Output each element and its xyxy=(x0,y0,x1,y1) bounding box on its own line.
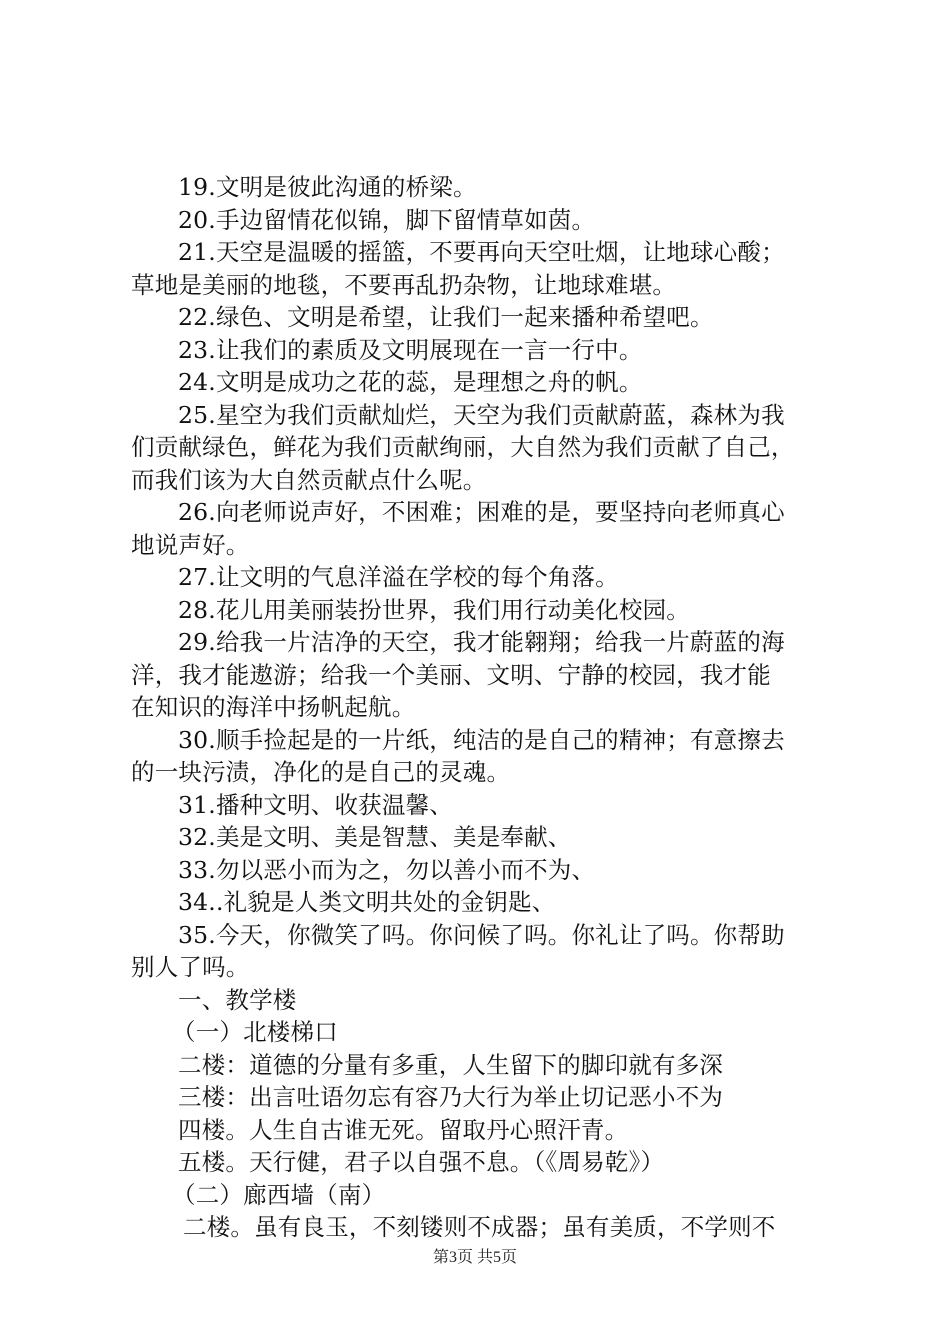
text-line: 24.文明是成功之花的蕊，是理想之舟的帆。 xyxy=(178,368,643,396)
text-line: 二楼：道德的分量有多重，人生留下的脚印就有多深 xyxy=(178,1050,724,1079)
text-line: 二楼。虽有良玉，不刻镂则不成器；虽有美质，不学则不 xyxy=(183,1213,776,1241)
text-line: 地说声好。 xyxy=(131,530,250,559)
text-line: 五楼。天行健，君子以自强不息。（《周易乾》） xyxy=(178,1148,665,1176)
text-line: 34..礼貌是人类文明共处的金钥匙、 xyxy=(178,888,556,916)
text-line: 30.顺手捡起是的一片纸，纯洁的是自己的精神；有意擦去 xyxy=(178,725,785,754)
text-line: 的一块污渍，净化的是自己的灵魂。 xyxy=(131,758,511,786)
text-line: （二）廊西墙（南） xyxy=(172,1180,386,1209)
text-line: 四楼。人生自古谁无死。留取丹心照汗青。 xyxy=(178,1115,629,1144)
text-line: 26.向老师说声好，不困难；困难的是，要坚持向老师真心 xyxy=(178,498,785,526)
text-line: 洋，我才能遨游；给我一个美丽、文明、宁静的校园，我才能 xyxy=(131,660,771,689)
document-body xyxy=(131,171,831,1244)
page-footer: 第3页 共5页 xyxy=(432,1249,517,1266)
text-line: 23.让我们的素质及文明展现在一言一行中。 xyxy=(178,335,643,364)
text-line: 20.手边留情花似锦，脚下留情草如茵。 xyxy=(178,205,596,234)
text-line: 们贡献绿色，鲜花为我们贡献绚丽，大自然为我们贡献了自己， xyxy=(131,433,795,461)
text-line: 25.星空为我们贡献灿烂，天空为我们贡献蔚蓝，森林为我 xyxy=(178,400,785,429)
text-line: 草地是美丽的地毯，不要再乱扔杂物，让地球难堪。 xyxy=(131,270,677,299)
text-line: 29.给我一片洁净的天空，我才能翱翔；给我一片蔚蓝的海 xyxy=(178,628,785,656)
text-line: 一、教学楼 xyxy=(178,985,297,1014)
text-line: 28.花儿用美丽装扮世界，我们用行动美化校园。 xyxy=(178,595,690,624)
text-line: 22.绿色、文明是希望，让我们一起来播种希望吧。 xyxy=(178,303,714,331)
text-line: 而我们该为大自然贡献点什么呢。 xyxy=(131,465,487,494)
text-line: 27.让文明的气息洋溢在学校的每个角落。 xyxy=(178,563,619,591)
text-line: 21.天空是温暖的摇篮，不要再向天空吐烟，让地球心酸； xyxy=(178,238,785,266)
text-line: 在知识的海洋中扬帆起航。 xyxy=(131,693,416,721)
text-line: 别人了吗。 xyxy=(131,953,250,981)
text-line: 32.美是文明、美是智慧、美是奉献、 xyxy=(178,823,572,851)
text-line: 35.今天，你微笑了吗。你问候了吗。你礼让了吗。你帮助 xyxy=(178,920,785,949)
text-line: 19.文明是彼此沟通的桥梁。 xyxy=(178,173,477,201)
text-line: 33.勿以恶小而为之，勿以善小而不为、 xyxy=(178,855,596,884)
text-line: 31.播种文明、收获温馨、 xyxy=(178,790,453,819)
text-line: （一）北楼梯口 xyxy=(172,1018,338,1046)
text-line: 三楼：出言吐语勿忘有容乃大行为举止切记恶小不为 xyxy=(178,1083,724,1111)
